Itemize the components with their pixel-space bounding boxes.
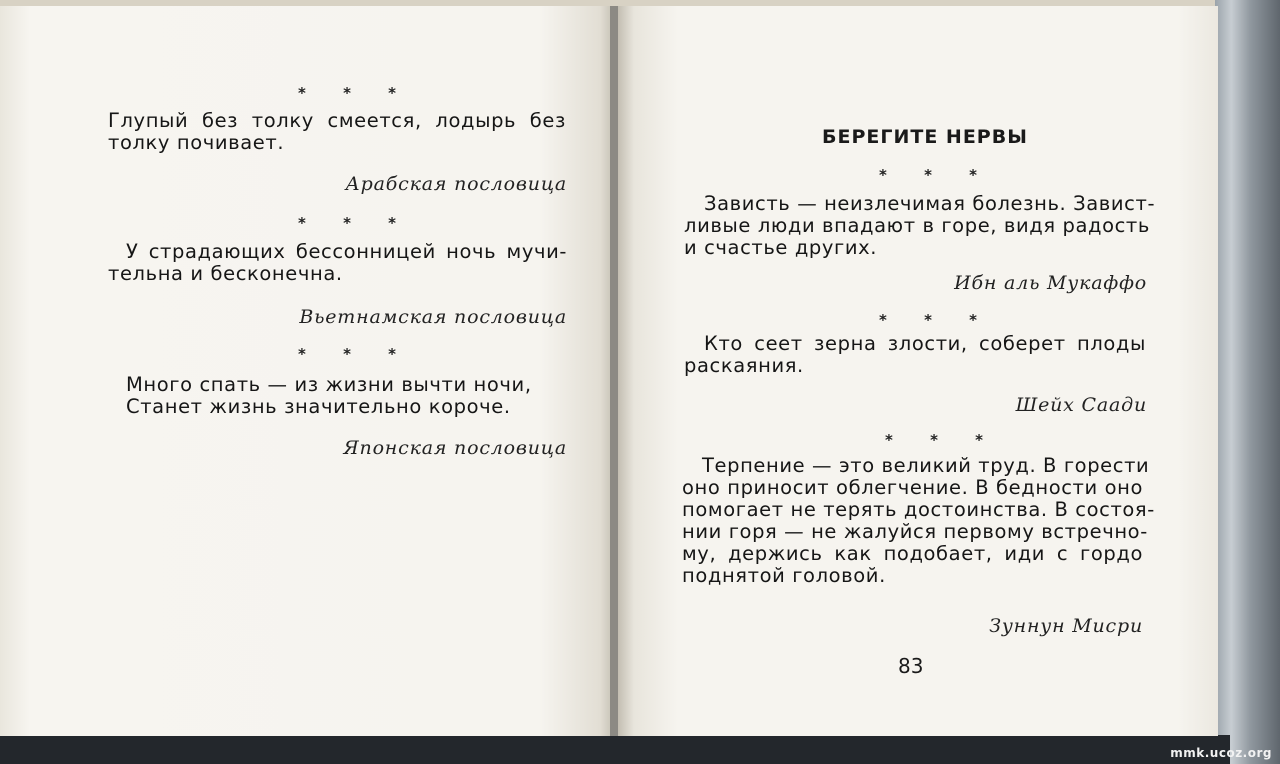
proverb-text — [126, 374, 546, 418]
text-line: тельна и бесконечна. — [108, 262, 343, 285]
text-line: Глупый без толку смеется, лодырь без — [108, 109, 566, 132]
text-line: У страдающих бессонницей ночь мучи- — [126, 240, 567, 263]
text-line: Кто сеет зерна злости, соберет плоды — [704, 332, 1146, 355]
quote-text — [682, 454, 1155, 587]
text-line: му, держись как подобает, иди с гордо — [682, 542, 1143, 565]
text-line: Терпение — это великий труд. В горести — [702, 454, 1150, 477]
text-line: раскаяния. — [684, 354, 804, 377]
text-line: поднятой головой. — [682, 564, 886, 587]
quote-attribution: Шейх Саади — [1015, 394, 1147, 416]
site-watermark: mmk.ucoz.org — [1170, 746, 1272, 760]
proverb-text — [108, 240, 567, 285]
text-line: оно приносит облегчение. В бедности оно — [682, 476, 1143, 499]
section-separator: * * * — [298, 345, 412, 363]
section-separator: * * * — [298, 214, 412, 232]
section-separator: * * * — [885, 431, 999, 449]
proverb-text — [108, 110, 566, 154]
text-line: ливые люди впадают в горе, видя радость — [684, 214, 1150, 237]
text-line: Станет жизнь значительно короче. — [126, 395, 511, 418]
quote-attribution: Зуннун Мисри — [989, 615, 1143, 637]
quote-attribution: Ибн аль Мукаффо — [954, 272, 1147, 294]
book-binding-edge — [1215, 0, 1280, 764]
section-separator: * * * — [879, 166, 993, 184]
proverb-attribution: Вьетнамская пословица — [299, 306, 567, 328]
text-line: нии горя — не жалуйся первому встречно- — [682, 520, 1148, 543]
text-line: и счастье других. — [684, 236, 878, 259]
page-number: 83 — [898, 654, 924, 678]
quote-text — [684, 333, 1146, 377]
section-separator: * * * — [879, 311, 993, 329]
proverb-attribution: Арабская пословица — [345, 173, 567, 195]
section-title: БЕРЕГИТЕ НЕРВЫ — [822, 126, 1028, 148]
proverb-attribution: Японская пословица — [343, 437, 567, 459]
quote-text — [684, 192, 1156, 259]
text-line: Много спать — из жизни вычти ночи, — [126, 373, 532, 396]
scan-bottom-shadow — [0, 735, 1230, 764]
text-line: помогает не терять достоинства. В состоя- — [682, 498, 1155, 521]
section-separator: * * * — [298, 84, 412, 102]
text-line: толку почивает. — [108, 131, 285, 154]
text-line: Зависть — неизлечимая болезнь. Завист- — [704, 192, 1156, 215]
